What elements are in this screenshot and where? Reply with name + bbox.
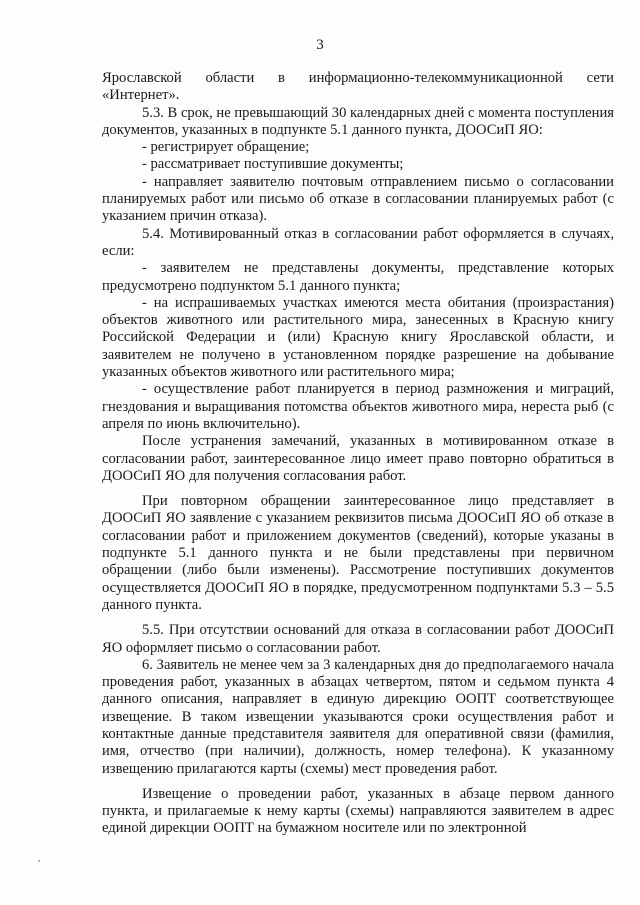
list-item-documents-missing: - заявителем не представлены документы, представление которых предусмотрено подпунктом 5.1 данного пункта; [102,260,614,294]
paragraph-5-5: 5.5. При отсутствии оснований для отказа в согласовании работ ДООСиП ЯО оформляет письмо о согласовании работ. [102,622,614,656]
list-item-sends-letter: - направляет заявителю почтовым отправлением письмо о согласовании планируемых работ или письмо об отказе в согласовании планируемых работ (с указанием причин отказа). [102,173,614,225]
paragraph-intro-continuation: Ярославской области в информационно-телекоммуникационной сети «Интернет». [102,70,614,104]
paragraph-notice: Извещение о проведении работ, указанных в абзаце первом данного пункта, и прилагаемые к нему карты (схемы) направляются заявителем в адрес единой дирекции ООПТ на бумажном носителе или по электронной [102,785,614,837]
paragraph-6: 6. Заявитель не менее чем за 3 календарных дня до предполагаемого начала проведения работ, указанных в абзацах четвертом, пятом и седьмом пункта 4 данного описания, направляет в единую дирекцию ООПТ соответствующее извещение. В таком извещении указываются сроки осуществления работ и контактные данные представителя заявителя для оперативной связи (фамилия, имя, отчество (при наличии), должность, номер телефона). К указанному извещению прилагаются карты (схемы) мест проведения работ. [102,656,614,777]
paragraph-5-4: 5.4. Мотивированный отказ в согласовании работ оформляется в случаях, если: [102,225,614,259]
list-item-registers-request: - регистрирует обращение; [142,139,310,156]
paragraph-repeat-request: При повторном обращении заинтересованное лицо представляет в ДООСиП ЯО заявление с указанием реквизитов письма ДООСиП ЯО об отказе в согласовании работ и приложением документов (сведений), которые указаны в подпункте 5.1 данного пункта и не были представлены при первичном обращении (либо были изменены). Рассмотрение поступивших документов осуществляется ДООСиП ЯО в порядке, предусмотренном подпунктами 5.3 – 5.5 данного пункта. [102,493,614,613]
scan-speck [38,860,40,862]
paragraph-5-3: 5.3. В срок, не превышающий 30 календарных дней с момента поступления документов, указанных в подпункте 5.1 данного пункта, ДООСиП ЯО: [102,104,614,138]
list-item-breeding-period: - осуществление работ планируется в период размножения и миграций, гнездования и выращивания потомства объектов животного мира, нереста рыб (с апреля по июнь включительно). [102,381,614,432]
document-body [102,70,614,838]
list-item-red-book-habitats: - на испрашиваемых участках имеются места обитания (произрастания) объектов животного или растительного мира, занесенных в Красную книгу Российской Федерации и (или) Красную книгу Ярославской области, и заявителем не получено в установленном порядке разрешение на добывание указанных объектов животного или растительного мира; [102,294,614,381]
list-item-reviews-documents: - рассматривает поступившие документы; [142,156,404,173]
paragraph-after-remarks: После устранения замечаний, указанных в мотивированном отказе в согласовании работ, заинтересованное лицо имеет право повторно обратиться в ДООСиП ЯО для получения согласования работ. [102,433,614,484]
page-number: 3 [316,37,324,53]
